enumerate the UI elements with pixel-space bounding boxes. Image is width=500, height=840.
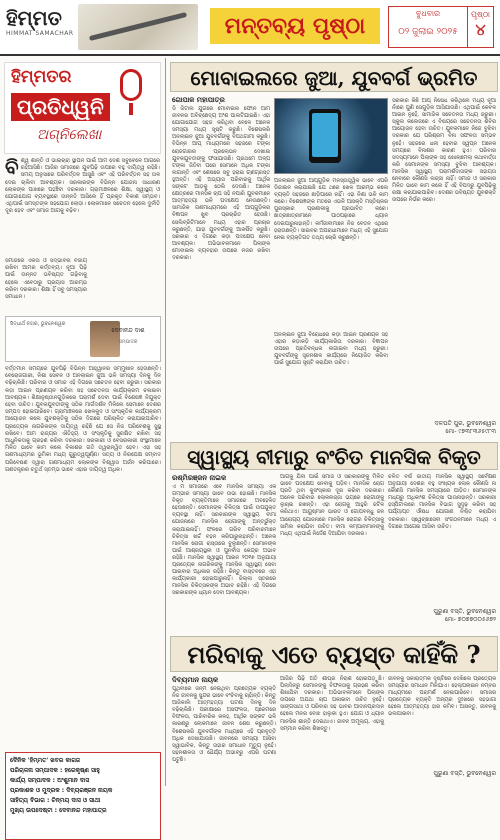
headline-health-insurance: ସ୍ୱାସ୍ଥ୍ୟ ବୀମାରୁ ବଂଚିତ ମାନସିକ ବିକୃତ [170,442,498,470]
author-name: ଦେବାନନ୍ଦ ଦାଶ [111,327,145,334]
headline-mobile-gambling: ମୋବାଇଲରେ ଜୁଆ, ଯୁବବର୍ଗ ଭ୍ରମିତ [170,62,498,92]
article1-col3-a: ଅନଲାଇନ ଜୁଆ ବିରୋଧରେ କଡ଼ା ଆଇନ ପ୍ରଣୟନ ସହ ଏହାର କଡ଼ାକଡ଼ି କାର୍ଯ୍ୟକାରିତା ଦରକାର। ବିଜ୍ଞାପନ ଉପରେ ପ୍ରତିବନ୍ଧକ ଲଗାଇବା ମଧ୍ୟ ଜରୁରୀ। ଯୁବବର୍ଗଙ୍କୁ ସୃଜନଶୀଳ କାର୍ଯ୍ୟରେ ନିୟୋଜିତ କରିବା ପାଇଁ ସୁଯୋଗ ସୃଷ୍ଟି କରାଯିବା ଉଚିତ। [274,332,388,367]
article2-col3: ଚଳିତ ବର୍ଷ ଜାତୀୟ ମାନସିକ ସ୍ୱାସ୍ଥ୍ୟ ସର୍ବେକ୍ଷଣ ଅନୁଯାୟୀ ଦେଶର ବହୁ ସଂଖ୍ୟକ ଲୋକ କୌଣସି ନା କୌଣସି ମାନସିକ ସମସ୍ୟାରେ ପୀଡ଼ିତ। ସେମାନଙ୍କ ମଧ୍ୟରୁ ଅଧିକାଂଶ ଚିକିତ୍ସା ପାଉନାହାନ୍ତି। ସରକାରୀ ହସ୍ପିଟାଲରେ ମାନସିକ ବିଭାଗ ସୁଦୃଢ଼ କରିବା ସହ ପର୍ଯ୍ୟାପ୍ତ ଔଷଧ ଯୋଗାଣ ନିଶ୍ଚିତ କରାଯିବା ଦରକାର। ସ୍ୱେଚ୍ଛାସେବୀ ସଂଗଠନମାନେ ମଧ୍ୟ ଏ ଦିଗରେ ଆଗେଇ ଆସିବା ଉଚିତ। [388,474,496,530]
smartphone-icon [309,109,341,163]
article3-col1: ପୃଥିବୀରେ ଜନ୍ମ ନେଇଥିବା ପ୍ରତ୍ୟେକ ବ୍ୟକ୍ତି ନିଜ ଜୀବନକୁ ସୁନ୍ଦର ଭାବେ ବଂଚିବାକୁ ଚାହାଁନ୍ତି। କିନ୍ତୁ ଆଜିକାଲି ଆତ୍ମହତ୍ୟା ଘଟଣା ଦିନକୁ ଦିନ ବଢ଼ିଚାଲିଛି। ପରୀକ୍ଷାରେ ଅସଫଳତା, ପ୍ରେମରେ ବିଫଳତା, ପାରିବାରିକ କଳହ, ଆର୍ଥିକ ସଙ୍କଟ ଭଳି କାରଣରୁ ଲୋକମାନେ ଜୀବନ ଶେଷ କରୁଛନ୍ତି। ବିଶେଷକରି ଯୁବବର୍ଗଙ୍କ ମଧ୍ୟରେ ଏହି ପ୍ରବୃତ୍ତି ଅଧିକ ଦେଖାଯାଉଛି। ଜୀବନରେ ସମସ୍ୟା ଆସିବା ସ୍ୱାଭାବିକ, କିନ୍ତୁ ତାହାର ସମାଧାନ ମୃତ୍ୟୁ ନୁହେଁ। ସହନଶୀଳତା ଓ ଧୈର୍ଯ୍ୟ ଅଭାବରୁ ଏପରି ଘଟଣା ଘଟୁଛି। [172,686,276,763]
date-label: ୦୨ ଜୁଲାଇ ୨୦୨୫ [398,27,458,37]
brand-box [4,62,161,154]
byline: ରଶ୍ମିରଞ୍ଜନ ନାଇକ [172,474,227,482]
pen-icon [89,12,187,41]
credit-line: ପରିଚାଳନା ସମ୍ପାଦକ : ହରେକୃଷ୍ଣ ସାହୁ [10,767,100,774]
headline-why-hurry-to-die: ମରିବାକୁ ଏତେ ବ୍ୟସ୍ତ କାହିଁକି ? [170,636,498,672]
article1-col1: ଡି ଜିଟାଲ ଯୁଗରେ ମୋବାଇଲ ଫୋନ ଆମ ଜୀବନର ଅବିଚ୍ଛେଦ୍ୟ ଅଂଶ ପାଲଟିଯାଇଛି। ଏହା ଯୋଗାଯୋଗ ସହଜ କରିଥିବା ବେଳେ ଅନେକ ସମସ୍ୟା ମଧ୍ୟ ସୃଷ୍ଟି କରୁଛି। ବିଶେଷକରି ଅନଲାଇନ ଜୁଆ ଯୁବବର୍ଗଙ୍କୁ ବିପଥଗାମୀ କରୁଛି। ବିଭିନ୍ନ ଆପ୍ ମାଧ୍ୟମରେ ସହଜରେ ଟଙ୍କା ରୋଜଗାରର ପ୍ରଲୋଭନ ଦେଖାଇ ଯୁବକଯୁବତୀଙ୍କୁ ଫସାଯାଉଛି। ପ୍ରଥମେ ଅଳ୍ପ ଟଙ୍କା ଜିତିବା ପରେ ସେମାନେ ଅଧିକ ଟଙ୍କା ଲଗାନ୍ତି ଏବଂ ଶେଷରେ ସବୁ ହରାଇ ଋଣଗ୍ରସ୍ତ ହୁଅନ୍ତି। ଏହି ଅଭ୍ୟାସ ପରିବାରକୁ ଆର୍ଥିକ ସଙ୍କଟ ଆଡ଼କୁ ଠେଲି ଦେଉଛି। ଅନେକ କ୍ଷେତ୍ରରେ ମାନସିକ ଚାପ ସହି ନପାରି ଯୁବକମାନେ ଆତ୍ମହତ୍ୟା ଭଳି ପଦକ୍ଷେପ ନେଉଛନ୍ତି। ସାମାଜିକ ଗଣମାଧ୍ୟମରେ ଏହି ଆପ୍‌ଗୁଡ଼ିକର ବିଜ୍ଞାପନ ଖୁବ ପ୍ରଚାରିତ ହେଉଛି। ସେଲିବ୍ରିଟିମାନେ ମଧ୍ୟ ଏହାର ପ୍ରଚାର କରୁଛନ୍ତି, ଯାହା ଯୁବବର୍ଗଙ୍କୁ ଆକର୍ଷିତ କରୁଛି। ସରକାର ଏ ଦିଗରେ କଡ଼ା ପଦକ୍ଷେପ ନେବା ଆବଶ୍ୟକ। ଅଭିଭାବକମାନେ ପିଲାଙ୍କ ମୋବାଇଲ ବ୍ୟବହାର ଉପରେ ନଜର ରଖିବା ଦରକାର। [172,106,270,261]
microphone-icon [120,69,142,101]
main-area [168,58,500,786]
author-address: ସିଦ୍ଧାର୍ଥ ନଗର, ଭୁବନେଶ୍ୱର [10,321,66,327]
left-article-text: ଶ୍ୱ ଶାନ୍ତି ଓ ଭାଇଚାରା ସ୍ଥାପନ ପାଇଁ ଆମ ଦେଶ ସବୁବେଳେ ଆଗରେ ରହିଆସିଛି। ଆଜିର ସମାଜରେ ଯୁବପିଢ଼ି ଉପରେ ବହୁ ଦାୟିତ୍ୱ ରହିଛି। ସମୟ ଅନୁସାରେ ପରିବର୍ତ୍ତନ ଆସୁଛି ଏବଂ ଏହି ପରିବର୍ତ୍ତନ ସହ ତାଳ ଦେଇ ଚାଲିବା ଆବଶ୍ୟକ। ସରକାରଙ୍କ ବିଭିନ୍ନ ଯୋଜନା ସାଧାରଣ ଲୋକଙ୍କ ପାଖରେ ପହଞ୍ଚିବା ଦରକାର। ଗ୍ରାମାଞ୍ଚଳରେ ଶିକ୍ଷା, ସ୍ୱାସ୍ଥ୍ୟ ଓ ଯୋଗାଯୋଗ ବ୍ୟବସ୍ଥାରେ ଉନ୍ନତି ଆସିଲେ ହିଁ ପ୍ରକୃତ ବିକାଶ ସମ୍ଭବ। ଏଥିପାଇଁ ସମସ୍ତଙ୍କ ସହଯୋଗ ଲୋଡ଼ା। ଲୋକମାନେ ସଚେତନ ହେଲେ ଦୁର୍ନୀତି ଦୂର ହେବ ଏବଂ ସମାଜ ଆଗକୁ ବଢ଼ିବ। [5,158,160,215]
dateline [388,6,494,48]
left-article-text-2: ସମାଜରେ ଏକତା ଓ ସଦ୍ଭାବନା ବଜାୟ ରଖିବା ଆମର କର୍ତ୍ତବ୍ୟ। ନୂଆ ପିଢ଼ି ପାଇଁ ଉନ୍ନତ ଭବିଷ୍ୟତ ଗଢ଼ିବାକୁ ହେଲେ ଏବେଠାରୁ ପ୍ରୟାସ ଆରମ୍ଭ କରିବା ଦରକାର। ଶିକ୍ଷା ହିଁ ସବୁ ସମସ୍ୟାର ସମାଧାନ। [5,258,87,301]
article1-signoff [392,420,496,436]
left-article-intro [0,155,165,258]
article1-col2: ଅନଲାଇନ ଜୁଆ ଆପ୍‌ଗୁଡ଼ିକ ମନସ୍ତାତ୍ତ୍ୱିକ ଭାବେ ଏପରି ଡିଜାଇନ କରାଯାଇଛି ଯେ ଥରେ ଖେଳ ଆରମ୍ଭ କଲେ ବ୍ୟକ୍ତି ସହଜରେ ଛାଡ଼ିପାରେ ନାହିଁ। ଏହା ନିଶା ଭଳି କାମ କରେ। ବିଶେଷଜ୍ଞଙ୍କ ମତରେ ଏଭଳି ଆସକ୍ତି ମସ୍ତିଷ୍କର ପୁରସ୍କାର ପ୍ରଣାଳୀକୁ ପ୍ରଭାବିତ କରେ। ଛାତ୍ରଛାତ୍ରୀମାନେ ପାଠପଢ଼ାରେ ଧ୍ୟାନ ଦେଇପାରୁନାହାନ୍ତି। କର୍ମଜୀବୀମାନେ ନିଜ ବେତନ ଏଥିରେ ହରାଉଛନ୍ତି। ସାଇବର ଅପରାଧୀମାନେ ମଧ୍ୟ ଏହି ସୁଯୋଗ ନେଇ ବ୍ୟକ୍ତିଗତ ତଥ୍ୟ ଚୋରି କରୁଛନ୍ତି। [274,178,388,241]
page-label: ପୃଷ୍ଠା [470,10,491,19]
left-column [0,58,166,814]
credit-line: ସାହିତ୍ୟ ବିଭାଗ : ଚିନ୍ମୟ ଦାସ ଓ ସାଥୀ [10,797,101,804]
day-label: ବୁଧବାର [415,9,441,18]
left-article-body: ବର୍ତ୍ତମାନ ସମୟରେ ଯୁବପିଢ଼ି ବିଭିନ୍ନ ଆହ୍ୱାନର ସମ୍ମୁଖୀନ ହେଉଛନ୍ତି। ବେରୋଜଗାରୀ, ନିଶା ସେବନ ଓ ଅନଲାଇନ ଜୁଆ ଭଳି ସମସ୍ୟା ଦିନକୁ ଦିନ ବଢ଼ିଚାଲିଛି। ପରିବାର ଓ ସମାଜ ଏହି ଦିଗରେ ସଚେତନ ହେବା ଜରୁରୀ। ସରକାର କଡ଼ା ଆଇନ ପ୍ରଣୟନ କରିବା ସହ ସଚେତନତା କାର୍ଯ୍ୟକ୍ରମ ଚଳାଇବା ଆବଶ୍ୟକ। ଶିକ୍ଷାନୁଷ୍ଠାନଗୁଡ଼ିକରେ ପରାମର୍ଶ ଦେବା ପାଇଁ ବିଶେଷଜ୍ଞ ନିଯୁକ୍ତ ହେବା ଉଚିତ। ଯୁବକଯୁବତୀଙ୍କୁ ସଠିକ ମାର୍ଗଦର୍ଶନ ମିଳିଲେ ସେମାନେ ଦେଶର ସମ୍ପଦ ହୋଇପାରିବେ। ଗ୍ରାମାଞ୍ଚଳରେ ଖେଳକୁଦ ଓ ସାଂସ୍କୃତିକ କାର୍ଯ୍ୟକ୍ରମ ଆୟୋଜନ କଲେ ଯୁବଶକ୍ତିକୁ ସଠିକ ଦିଗରେ ପରିଚାଳିତ କରାଯାଇପାରିବ। ପ୍ରତ୍ୟେକ ନାଗରିକଙ୍କ ଦାୟିତ୍ୱ ରହିଛି ଯେ ସେ ନିଜ ପରିବେଶକୁ ସୁସ୍ଥ ରଖିବେ। ଆମ ରାଜ୍ୟର ଐତିହ୍ୟ ଓ ସଂସ୍କୃତିକୁ ସୁରକ୍ଷିତ ରଖିବା ସହ ଆଧୁନିକତାକୁ ଗ୍ରହଣ କରିବା ଦରକାର। ସରକାରୀ ଓ ବେସରକାରୀ ସଂସ୍ଥାମାନେ ମିଳିତ ଭାବେ କାମ କଲେ ବିକାଶର ଗତି ତ୍ୱରାନ୍ୱିତ ହେବ। ଏହା ସହ ଗଣମାଧ୍ୟମର ଭୂମିକା ମଧ୍ୟ ଗୁରୁତ୍ୱପୂର୍ଣ୍ଣ। ସତ୍ୟ ଓ ନିରପେକ୍ଷ ସମ୍ବାଦ ପରିବେଷଣ ଦ୍ୱାରା ଗଣମାଧ୍ୟମ ଲୋକଙ୍କ ବିଶ୍ୱାସ ଅର୍ଜନ କରିପାରେ। ଗଣତନ୍ତ୍ରର ଚତୁର୍ଥ ସ୍ତମ୍ଭ ଭାବେ ଏହାର ଦାୟିତ୍ୱ ଅଧିକ। [5,366,161,473]
credits-box [5,752,161,840]
brand-line-2: ପ୍ରତିଧ୍ୱନି [11,93,110,121]
article2-signoff [388,608,496,624]
signoff-place: ପୁରୁଣା ବସ୍ତି, ଭୁବନେଶ୍ୱର [433,608,496,615]
article2-col1: ଏ ମ ସମାଜରେ ଏବେ ମାନସିକ ସମସ୍ୟା ଏକ ଗମ୍ଭୀର ସମସ୍ୟା ଭାବେ ଉଭା ହୋଇଛି। ମାନସିକ ବିକୃତ ବ୍ୟକ୍ତିମାନେ ସମାଜରେ ଅବହେଳିତ ହେଉଛନ୍ତି। ସେମାନଙ୍କ ଚିକିତ୍ସା ପାଇଁ ଉପଯୁକ୍ତ ବ୍ୟବସ୍ଥା ନାହିଁ। ସରକାରଙ୍କ ସ୍ୱାସ୍ଥ୍ୟ ବୀମା ଯୋଜନାରେ ମାନସିକ ରୋଗୀଙ୍କୁ ଅନ୍ତର୍ଭୁକ୍ତ କରାଯାଇନାହିଁ। ଫଳରେ ଗରିବ ପରିବାରମାନେ ଚିକିତ୍ସା ଖର୍ଚ୍ଚ ବହନ କରିପାରୁନାହାନ୍ତି। ଅନେକ ମାନସିକ ରୋଗୀ ରାସ୍ତାରେ ବୁଲୁଛନ୍ତି। ସେମାନଙ୍କ ପାଇଁ ଆଶ୍ରୟସ୍ଥଳୀ ଓ ପୁନର୍ବାସ କେନ୍ଦ୍ର ଅଭାବ ରହିଛି। ମାନସିକ ସ୍ୱାସ୍ଥ୍ୟ ଆଇନ ୨୦୧୭ ଅନୁଯାୟୀ ପ୍ରତ୍ୟେକ ନାଗରିକଙ୍କୁ ମାନସିକ ସ୍ୱାସ୍ଥ୍ୟ ସେବା ପାଇବାର ଅଧିକାର ରହିଛି। କିନ୍ତୁ ବାସ୍ତବରେ ଏହା କାର୍ଯ୍ୟକାରୀ ହୋଇପାରୁନାହିଁ। ଜିଲ୍ଲା ସ୍ତରରେ ମାନସିକ ଚିକିତ୍ସକଙ୍କ ଅଭାବ ରହିଛି। ଏହି ଦିଗରେ ସରକାରଙ୍କ ଧ୍ୟାନ ଦେବା ଆବଶ୍ୟକ। [172,484,276,597]
mobile-gambling-photo [274,98,388,174]
newspaper-logo [6,6,76,42]
byline: ଗୋପାଳ ମହାପାତ୍ର [172,96,225,104]
section-title: ମନ୍ତବ୍ୟ ପୃଷ୍ଠା [210,8,380,44]
author-box [5,316,161,362]
page-number-box [467,7,493,47]
article2-col2: ଆଗକୁ ଯିବା ପାଇଁ ସମାଜ ଓ ସରକାରଙ୍କୁ ମିଳିତ ଭାବେ ପଦକ୍ଷେପ ନେବାକୁ ପଡ଼ିବ। ମାନସିକ ରୋଗ ପ୍ରତି ଥିବା କୁସଂସ୍କାର ଦୂର କରିବା ଦରକାର। ଅନେକ ପରିବାର ଲୋକଲଜ୍ଜା ଭୟରେ ରୋଗୀଙ୍କୁ ଲୁଚାଇ ରଖନ୍ତି। ଏହା ରୋଗକୁ ଆହୁରି ଜଟିଳ କରିଥାଏ। ଆୟୁଷ୍ମାନ ଭାରତ ଓ ଗୋପବନ୍ଧୁ ଜନ ଆରୋଗ୍ୟ ଯୋଜନାରେ ମାନସିକ ରୋଗର ଚିକିତ୍ସାକୁ ସାମିଲ କରାଯିବା ଉଚିତ। ବୀମା କମ୍ପାନୀମାନଙ୍କୁ ମଧ୍ୟ ଏଥିପାଇଁ ନିର୍ଦ୍ଦେଶ ଦିଆଯିବା ଦରକାର। [280,474,384,537]
logo-subtitle: HIMMAT SAMACHAR [6,30,74,37]
credit-line: ଦୈନିକ 'ହିମ୍ମତ' ଖବର କାଗଜ [10,757,81,764]
brand-line-1: ହିମ୍ମତର [11,67,72,87]
signoff-place: ଦଳପତି ପୁର, ଭୁବନେଶ୍ୱର [434,420,496,427]
article3-col3: ଜୀବନକୁ ସକାରାତ୍ମକ ଦୃଷ୍ଟିରେ ଦେଖିଲେ ପ୍ରତ୍ୟେକ ସମସ୍ୟାର ସମାଧାନ ମିଳିଯାଏ। ହେଲ୍ପଲାଇନ ନମ୍ବର ମାଧ୍ୟମରେ ପରାମର୍ଶ ନେଇପାରିବେ। ସମାଜର ପ୍ରତ୍ୟେକ ବ୍ୟକ୍ତି ଅନ୍ୟର ଦୁଃଖରେ ସହଭାଗୀ ହେଲେ ଆତ୍ମହତ୍ୟା ହାର କମିବ। ଆସନ୍ତୁ, ଜୀବନକୁ ଭଲପାଇବା। [388,676,496,718]
credit-line: କାର୍ଯ୍ୟ ସମ୍ପାଦକ : ଅଂଶୁମାନ ଦାସ [10,777,90,784]
article3-col2: ଆଜିର ପିଢ଼ି ଅତି ଶୀଘ୍ର ନିରାଶ ହୋଇପଡ଼ୁଛି। ପିଲାଦିନରୁ ସେମାନଙ୍କୁ ବିଫଳତାକୁ ଗ୍ରହଣ କରିବା ଶିଖାଯିବା ଦରକାର। ଅଭିଭାବକମାନେ ପିଲାଙ୍କ ଉପରେ ଅଯଥା ଚାପ ପକାଇବା ଉଚିତ ନୁହେଁ। ସାଙ୍ଗସାଥୀ ଓ ପରିବାର ସହ ଭାବର ଆଦାନପ୍ରଦାନ ହେଲେ ମନର ବୋଝ ହାଲୁକା ହୁଏ। ଯୋଗ ଓ ଧ୍ୟାନ ମାନସିକ ଶାନ୍ତି ଦେଇଥାଏ। ଜୀବନ ଅମୂଲ୍ୟ, ଏହାକୁ ସମ୍ମାନ କରିବା ଶିଖନ୍ତୁ। [280,676,384,732]
article1-col3: ସରକାର କିଛି ଆପ୍ ନିଷେଧ କରିଥିଲେ ମଧ୍ୟ ନୂଆ ନାଁରେ ପୁଣି ସେଗୁଡ଼ିକ ଆସିଯାଉଛି। ଏଥିପାଇଁ କେବଳ ଆଇନ ନୁହେଁ, ସାମାଜିକ ସଚେତନତା ମଧ୍ୟ ଜରୁରୀ। ସ୍କୁଲ କଲେଜରେ ଏ ବିଷୟରେ ସଚେତନତା ଶିବିର ଆୟୋଜନ ହେବା ଉଚିତ। ଯୁବକମାନେ ନିଜେ ବୁଝିବା ଦରକାର ଯେ ପରିଶ୍ରମ ବିନା ସଫଳତା ସମ୍ଭବ ନୁହେଁ। ସହଜରେ ଧନୀ ହେବାର ସ୍ୱପ୍ନ ଅନେକ ସମୟରେ ବିନାଶର କାରଣ ହୁଏ। ପରିବାର ସଦସ୍ୟମାନେ ପିଲାଙ୍କ ସହ ଖୋଲାମେଲା କଥାବାର୍ତ୍ତା କରି ସେମାନଙ୍କ ସମସ୍ୟା ବୁଝିବା ଆବଶ୍ୟକ। ମାନସିକ ସ୍ୱାସ୍ଥ୍ୟ ପରାମର୍ଶଦାତାଙ୍କ ସହାୟତା ନେବାରେ କୌଣସି ଲଜ୍ଜା ନାହିଁ। ସମାଜ ଓ ସରକାର ମିଳିତ ଭାବେ କାମ କଲେ ହିଁ ଏହି ବିପଦରୁ ଯୁବପିଢ଼ିକୁ ରକ୍ଷା କରାଯାଇପାରିବ। ଦେଶର ଭବିଷ୍ୟତ ଯୁବଶକ୍ତି ଉପରେ ନିର୍ଭର କରେ। [392,98,496,204]
credit-line: ପ୍ରକାଶକ ଓ ମୁଦ୍ରକ : ଦିବ୍ୟରଞ୍ଜନ ନାୟକ [10,787,113,794]
author-role: ସମ୍ପାଦକ [118,339,138,345]
article3-signoff: ପୁରୁଣା ବସ୍ତି, ଭୁବନେଶ୍ୱର [433,770,496,777]
logo-text: ହିମ୍ମତ [6,6,62,30]
masthead [0,0,500,56]
dropcap: ବି [5,155,19,179]
brand-line-3: ଅଗ୍ନିଲେଖା [37,127,102,143]
credit-line: ମୁଖ୍ୟ ଉପଦେଷ୍ଟା : ଦେବାନନ୍ଦ ମହାପାତ୍ର [10,807,107,814]
signoff-phone: ମୋ- ୯୭୩୮୩୬୫୯୮୩ [445,428,496,435]
page-number: ୪ [475,20,486,39]
byline: ଦିବ୍ୟମାନ ନାୟକ [172,676,219,684]
pen-image [78,4,198,50]
signoff-phone: ମୋ- ୭୦୭୭୦୦୫୬୭୨ [444,616,496,623]
microphone-stand [129,103,133,115]
